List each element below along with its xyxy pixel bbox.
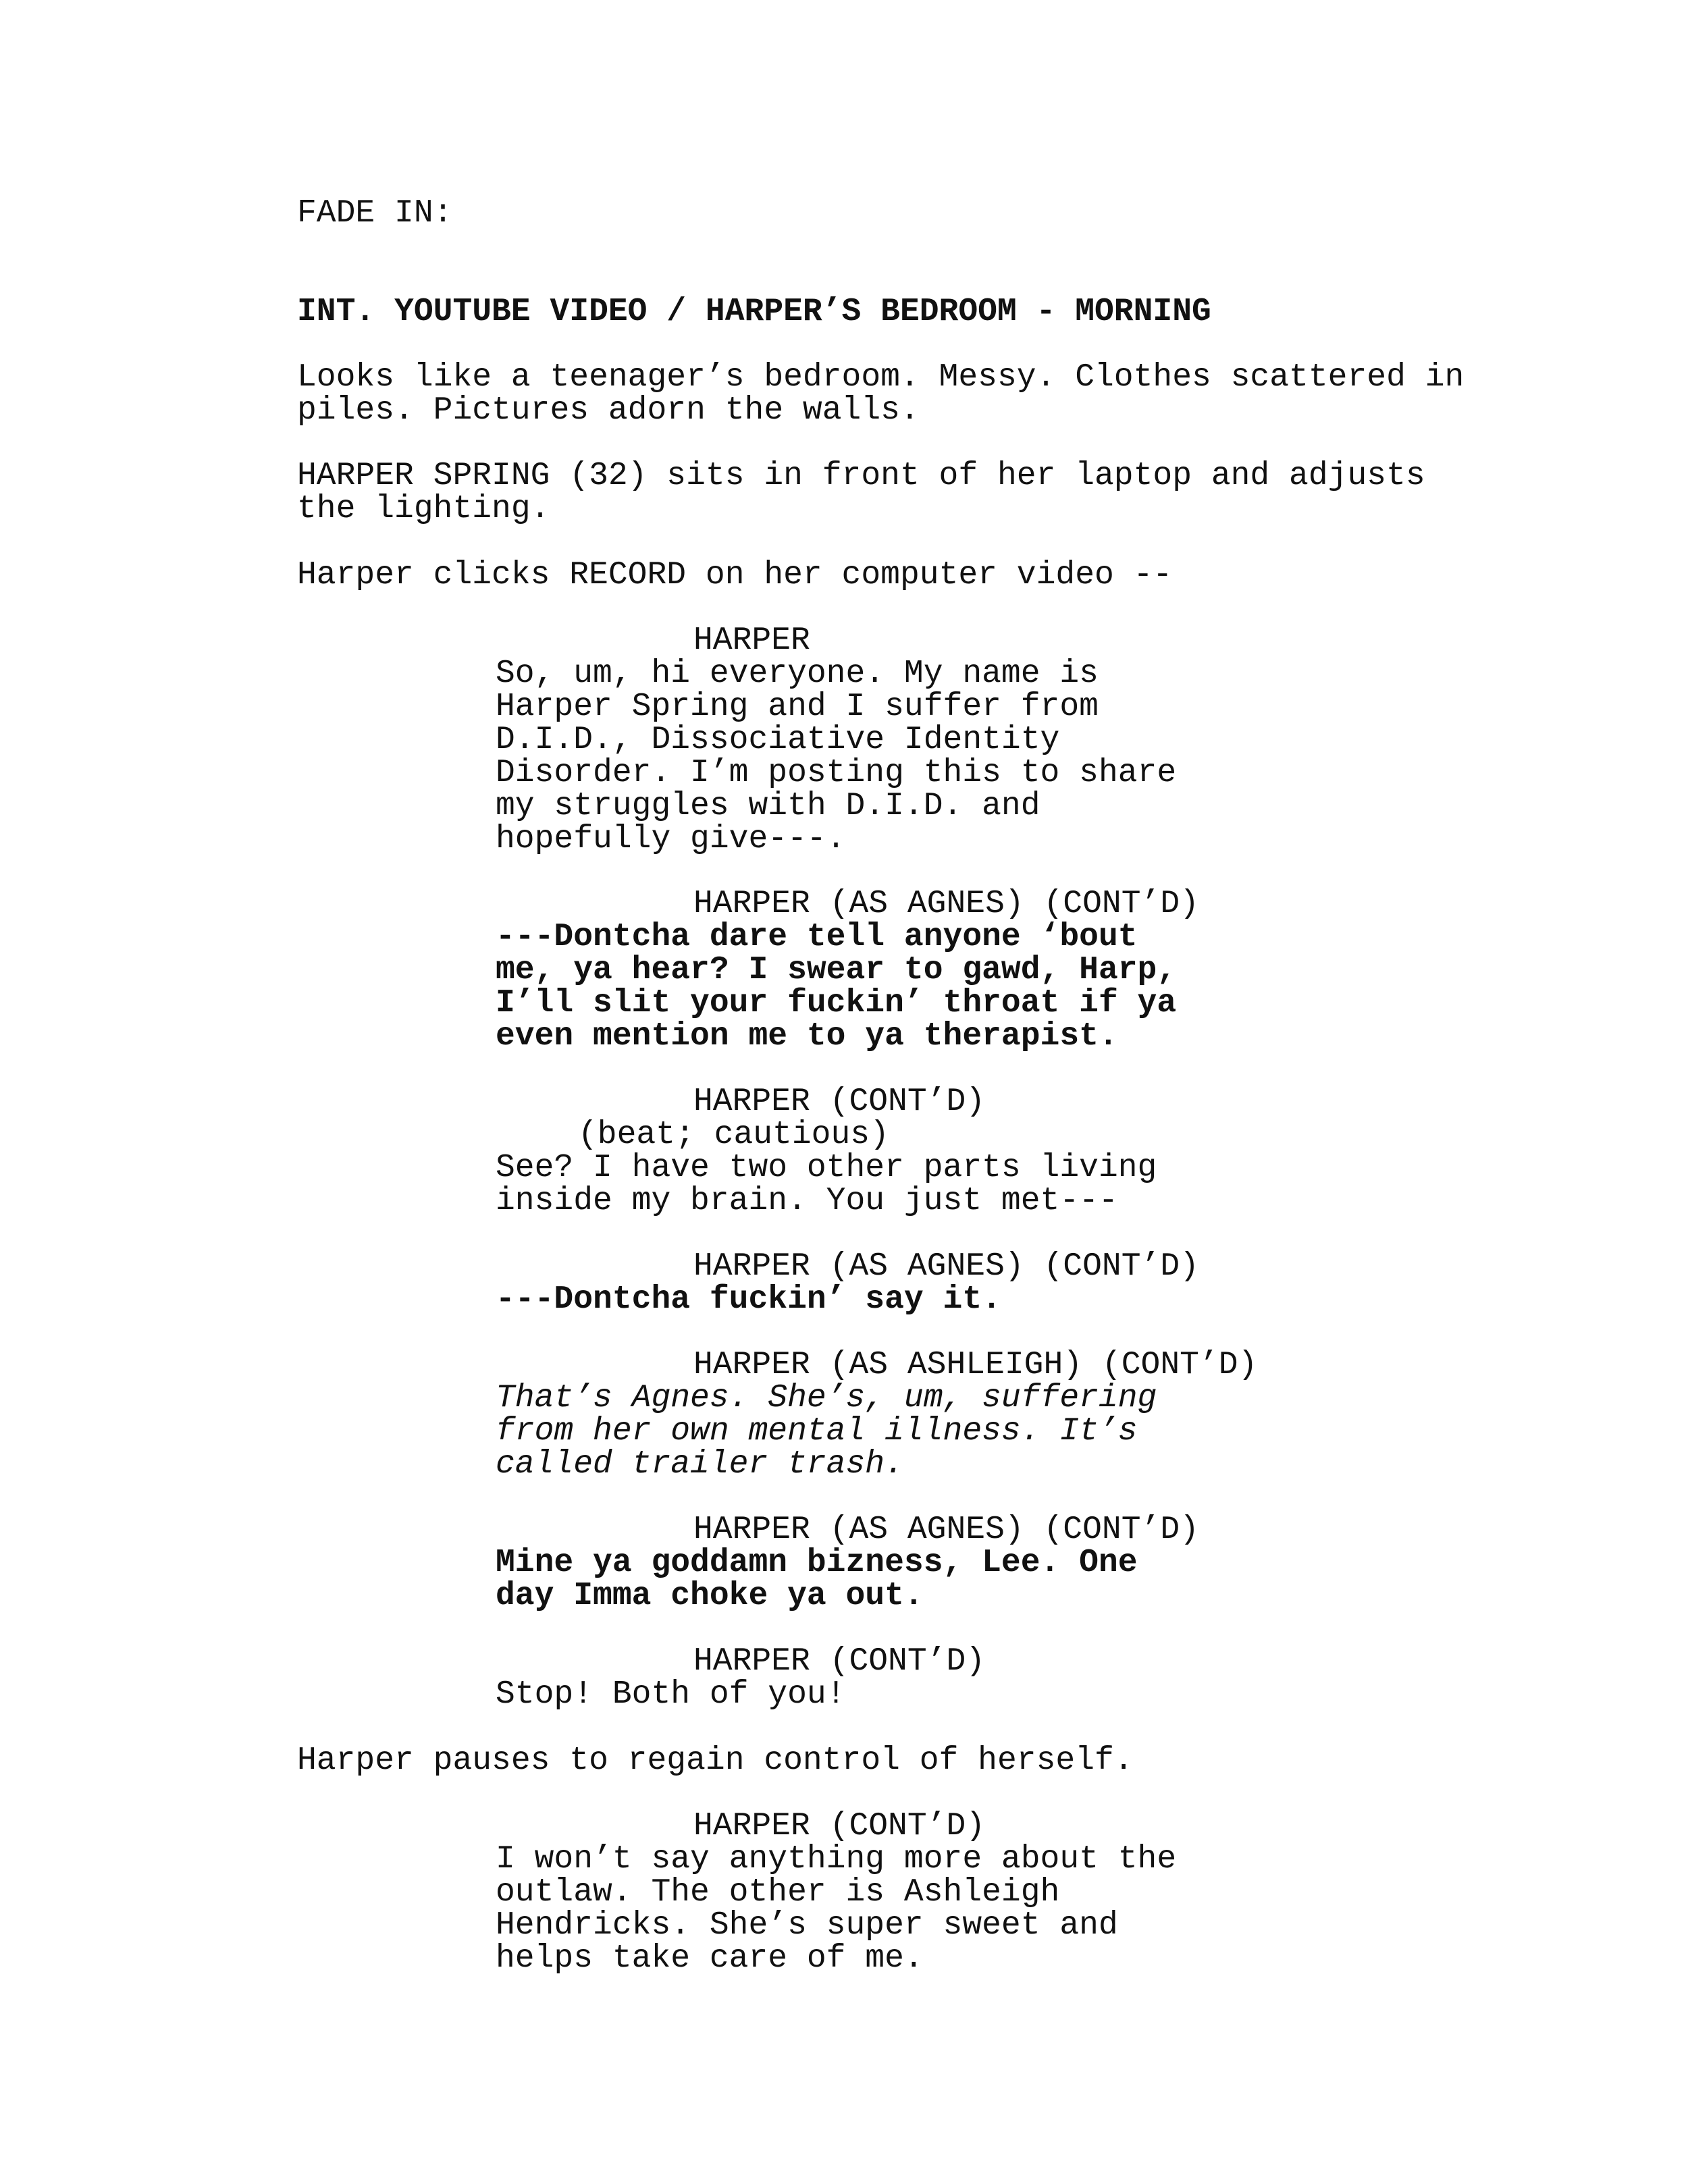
- dialogue-line: ---Dontcha fuckin’ say it.: [496, 1281, 1001, 1318]
- dialogue-line: helps take care of me.: [496, 1940, 924, 1977]
- character-cue: HARPER (AS ASHLEIGH) (CONT’D): [693, 1347, 1258, 1383]
- dialogue-line: I’ll slit your fuckin’ throat if ya: [496, 985, 1177, 1021]
- character-cue: HARPER (CONT’D): [693, 1084, 986, 1120]
- character-cue: HARPER (AS AGNES) (CONT’D): [693, 886, 1199, 922]
- dialogue-line: That’s Agnes. She’s, um, suffering: [496, 1380, 1157, 1416]
- dialogue-line: outlaw. The other is Ashleigh: [496, 1874, 1060, 1911]
- dialogue-line: my struggles with D.I.D. and: [496, 788, 1040, 824]
- action-line: piles. Pictures adorn the walls.: [297, 392, 920, 429]
- dialogue-line: I won’t say anything more about the: [496, 1841, 1177, 1877]
- dialogue-line: Disorder. I’m posting this to share: [496, 755, 1177, 791]
- dialogue-line: even mention me to ya therapist.: [496, 1018, 1118, 1055]
- action-line: HARPER SPRING (32) sits in front of her laptop and adjusts: [297, 458, 1425, 494]
- dialogue-line: D.I.D., Dissociative Identity: [496, 722, 1060, 758]
- dialogue-line: from her own mental illness. It’s: [496, 1413, 1138, 1449]
- dialogue-line: me, ya hear? I swear to gawd, Harp,: [496, 952, 1177, 988]
- transition: FADE IN:: [297, 195, 453, 232]
- character-cue: HARPER (CONT’D): [693, 1643, 986, 1680]
- dialogue-line: inside my brain. You just met---: [496, 1183, 1118, 1219]
- dialogue-line: Stop! Both of you!: [496, 1676, 846, 1713]
- dialogue-line: called trailer trash.: [496, 1446, 904, 1483]
- dialogue-line: Harper Spring and I suffer from: [496, 689, 1099, 725]
- action-line: Harper clicks RECORD on her computer video --: [297, 557, 1173, 593]
- action-line: the lighting.: [297, 491, 550, 527]
- dialogue-line: day Imma choke ya out.: [496, 1578, 924, 1614]
- dialogue-line: Hendricks. She’s super sweet and: [496, 1907, 1118, 1944]
- character-cue: HARPER: [693, 622, 810, 659]
- action-line: Looks like a teenager’s bedroom. Messy. Clothes scattered in: [297, 359, 1465, 396]
- character-cue: HARPER (AS AGNES) (CONT’D): [693, 1512, 1199, 1548]
- character-cue: HARPER (AS AGNES) (CONT’D): [693, 1248, 1199, 1285]
- dialogue-line: See? I have two other parts living: [496, 1150, 1157, 1186]
- dialogue-line: Mine ya goddamn bizness, Lee. One: [496, 1545, 1138, 1581]
- character-cue: HARPER (CONT’D): [693, 1808, 986, 1844]
- parenthetical: (beat; cautious): [578, 1117, 889, 1153]
- dialogue-line: hopefully give---.: [496, 821, 846, 857]
- dialogue-line: So, um, hi everyone. My name is: [496, 656, 1099, 692]
- dialogue-line: ---Dontcha dare tell anyone ‘bout: [496, 919, 1138, 955]
- action-line: Harper pauses to regain control of herself.: [297, 1742, 1134, 1779]
- scene-heading: INT. YOUTUBE VIDEO / HARPER’S BEDROOM - MORNING: [297, 294, 1211, 330]
